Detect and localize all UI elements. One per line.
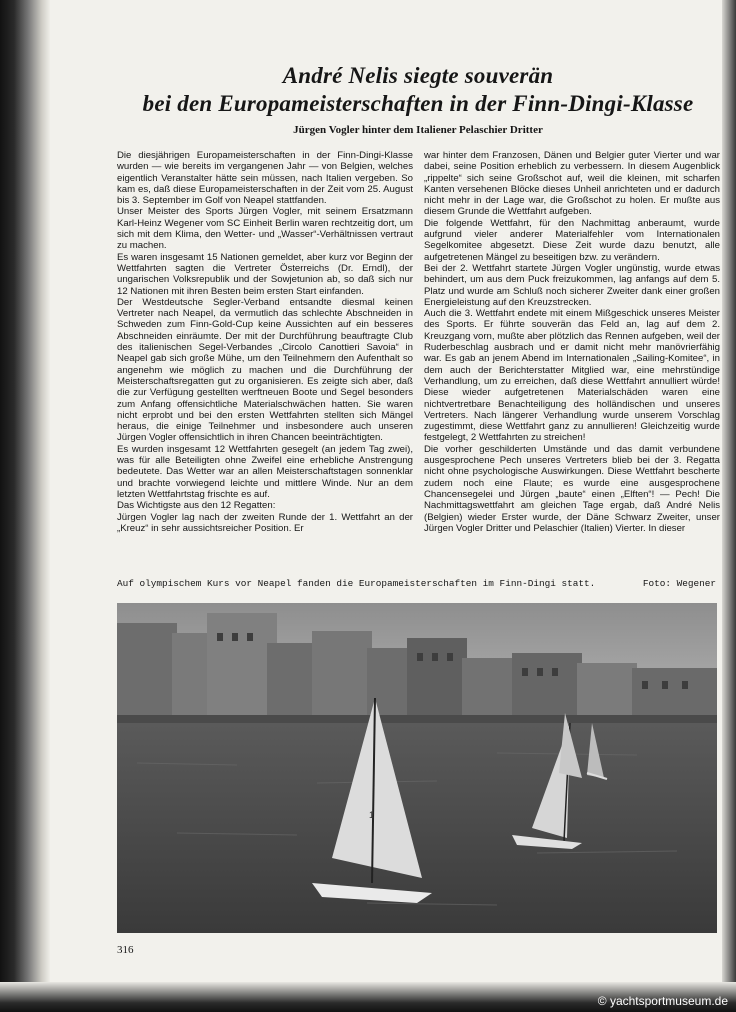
photo-caption: Auf olympischem Kurs vor Neapel fanden die Europameisterschaften im Finn-Dingi statt.	[117, 578, 596, 589]
photo-credit: Foto: Wegener	[642, 578, 716, 589]
paragraph: Die diesjährigen Europameisterschaften in der Finn-Dingi-Klasse wurden — wie bereits im vergangenen Jahr — von Belgien, welches eigentlich Veranstalter hätte sein müssen, nach Italien vergeben. So kam es, daß diese Europameisterschaften in der Zeit vom 25. August bis 3. September im Golf von Neapel stattfanden.	[117, 150, 413, 207]
article-subtitle: Jürgen Vogler hinter dem Italiener Pelaschier Dritter	[293, 124, 543, 136]
paragraph: Bei der 2. Wettfahrt startete Jürgen Vogler ungünstig, wurde etwas behindert, um aus dem Puck freizukommen, lag anfangs auf dem 5. Platz und wurde am Schluß noch sicherer Zweiter dank einer großen Energieleistung auf den Kreuzstrecken.	[424, 262, 720, 308]
sailing-photo-illustration	[117, 603, 717, 933]
scan-shadow-right	[722, 0, 736, 1012]
paragraph: Der Westdeutsche Segler-Verband entsandte diesmal keinen Vertreter nach Neapel, da vermutlich das schlechte Abschneiden in Schweden zum Finn-Gold-Cup keine Aussichten auf ein besseres Abschneiden einräumte. Der mit der Durchführung beauftragte Club des italienischen Segel-Verbandes „Circolo Canottieri Savoia“ in Neapel gab sich große Mühe, um den Teilnehmern den Aufenthalt so angenehm wie möglich zu machen und die Durchführung der Meisterschaftsregatten gut zu organisieren. Es zeigte sich aber, daß die zur Verfügung gestellten werftneuen Boote und Segel besonders zum Anfang offensichtliche Materialschwächen hatten. Sie waren nicht erprobt und bei den ersten Wettfahrten stellten sich Mängel heraus, die einige Teilnehmer und insbesondere auch unseren Jürgen Vogler offensichtlich in ihren Chancen beeinträchtigten.	[117, 296, 413, 444]
paragraph: war hinter dem Franzosen, Dänen und Belgier guter Vierter und war dabei, seine Position erheblich zu verbessern. In diesem Augenblick „rippelte“ sich seine Großschot auf, weil die kleinen, mit scharfen Kanten versehenen Blöcke dieses Unheil anrichteten und er dadurch nicht mehr in der Lage war, die Großschot zu holen. Er mußte aus diesem Grunde die Wettfahrt aufgeben.	[424, 150, 720, 218]
paragraph: Es wurden insgesamt 12 Wettfahrten gesegelt (an jedem Tag zwei), was für alle Beteiligten ohne Zweifel eine erhebliche Anstrengung bedeutete. Das Wetter war an allen Meisterschaftstagen sonnenklar und brachte vorwiegend leichte und mittlere Winde. Nur an dem letzten Wettfahrtstag frischte es auf.	[117, 443, 413, 500]
article-title-line-1: André Nelis siegte souverän	[282, 63, 554, 88]
svg-text:1: 1	[369, 810, 375, 820]
paragraph: Das Wichtigste aus den 12 Regatten:	[117, 500, 276, 512]
page-number: 316	[117, 944, 134, 956]
text-column-left	[117, 150, 413, 570]
paragraph: Jürgen Vogler lag nach der zweiten Runde der 1. Wettfahrt an der „Kreuz“ in sehr aussichtsreicher Position. Er	[117, 511, 413, 534]
paragraph: Unser Meister des Sports Jürgen Vogler, mit seinem Ersatzmann Karl-Heinz Wegener vom SC Einheit Berlin waren rechtzeitig dort, um sich mit dem Klima, den Wetter- und „Wasser“-Verhältnissen vertraut zu machen.	[117, 206, 413, 252]
sailing-photo	[117, 603, 717, 933]
paragraph: Die folgende Wettfahrt, für den Nachmittag anberaumt, wurde aufgrund vieler anderer Materialfehler vom Internationalen Segelkomitee abgesetzt. Diese Zeit wurde dazu benutzt, alle aufgetretenen Mängel zu beseitigen bzw. zu verändern.	[424, 217, 720, 263]
watermark-text: © yachtsportmuseum.de	[597, 994, 728, 1008]
scan-shadow-left	[0, 0, 50, 1012]
article-title-line-2: bei den Europameisterschaften in der Finn-Dingi-Klasse	[142, 91, 694, 116]
paragraph: Die vorher geschilderten Umstände und das damit verbundene ausgesprochene Pech unseres Vertreters blieb bei der 3. Regatta nicht ohne psychologische Auswirkungen. Diese Wettfahrt bescherte zudem noch eine Flaute; es wurde eine ausgesprochene Chancensegelei und Jürgen „baute“ einen „Elften“! — Pech! Die Nachmittagswettfahrt am gleichen Tage ergab, daß André Nelis (Belgien) wieder Erster wurde, der Däne Schwarz Zweiter, unser Jürgen Vogler Dritter und Pelaschier (Italien) Vierter. In dieser	[424, 443, 720, 534]
paragraph: Auch die 3. Wettfahrt endete mit einem Mißgeschick unseres Meister des Sports. Er führte souverän das Feld an, lag auf dem 2. Kreuzgang vorn, mußte aber plötzlich das Rennen aufgeben, weil der Ruderbeschlag ausbrach und er damit nicht mehr manövrierfähig war. Es gab an jenem Abend im Internationalen „Sailing-Komitee“, in dem auch der Berichterstatter Mitglied war, eine mehrstündige Verhandlung, um zu erreichen, daß diese Wettfahrt annulliert würde! Diese wieder aufgetretenen Materialschäden waren eine nichtvertretbare Benachteiligung des holländischen und unseres Vertreters. Nach längerer Verhandlung wurde unserem Vorschlag zugestimmt, diese Wettfahrt ganz zu annullieren! Gleichzeitig wurde festgelegt, 2 Wettfahrten zu streichen!	[424, 308, 720, 444]
paragraph: Es waren insgesamt 15 Nationen gemeldet, aber kurz vor Beginn der Wettfahrten sagten die Vertreter Österreichs (Dr. Erndl), der ungarischen Volksrepublik und der Sowjetunion ab, so daß sich nur 12 Nationen mit ihren Besten beim ersten Start einfanden.	[117, 251, 413, 297]
text-column-right	[424, 150, 720, 570]
